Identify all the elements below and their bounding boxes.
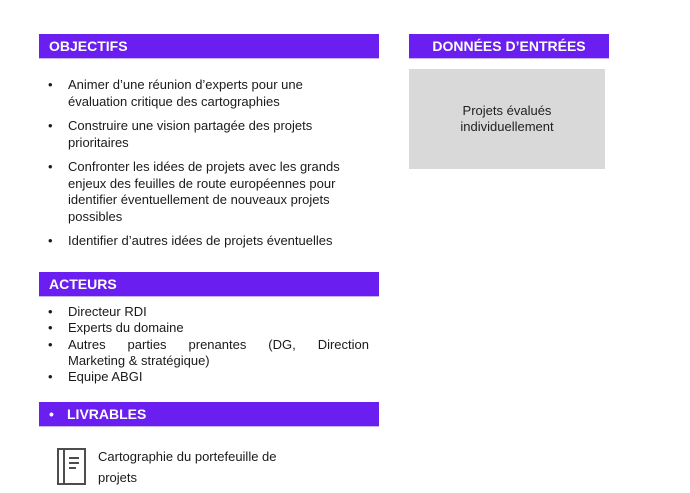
objectifs-list [39, 77, 359, 258]
acteur-item [39, 337, 369, 370]
donnees-entrees-text: Projets évalués individuellement [460, 103, 554, 134]
donnees-entrees-box [409, 69, 605, 169]
livrable-text: Cartographie du portefeuille de projets [98, 449, 277, 485]
acteurs-list [39, 304, 369, 385]
acteur-item: • Equipe ABGI [39, 369, 369, 385]
livrables-header [39, 402, 379, 427]
acteurs-header: ACTEURS [39, 272, 379, 297]
objectifs-header: OBJECTIFS [39, 34, 379, 59]
document-icon [56, 446, 88, 486]
acteur-item: • Experts du domaine [39, 320, 369, 336]
acteur-item-line: • Autres parties prenantes (DG, Direction [68, 336, 369, 352]
objectif-item: • Identifier d’autres idées de projets éventuelles [39, 233, 359, 250]
livrables-bullet: • [49, 406, 54, 422]
objectif-item: • Construire une vision partagée des projets prioritaires [39, 118, 359, 151]
objectif-item: • Animer d’une réunion d’experts pour une évaluation critique des cartographies [39, 77, 359, 110]
livrables-title: LIVRABLES [67, 406, 147, 422]
donnees-entrees-header: DONNÉES D’ENTRÉES [409, 34, 609, 59]
objectif-item: • Confronter les idées de projets avec les grands enjeux des feuilles de route européennes pour identifier éventuellement de nouveaux projets possibles [39, 159, 359, 225]
acteur-item: • Directeur RDI [39, 304, 369, 320]
acteur-item-line: Marketing & stratégique) [68, 352, 210, 368]
